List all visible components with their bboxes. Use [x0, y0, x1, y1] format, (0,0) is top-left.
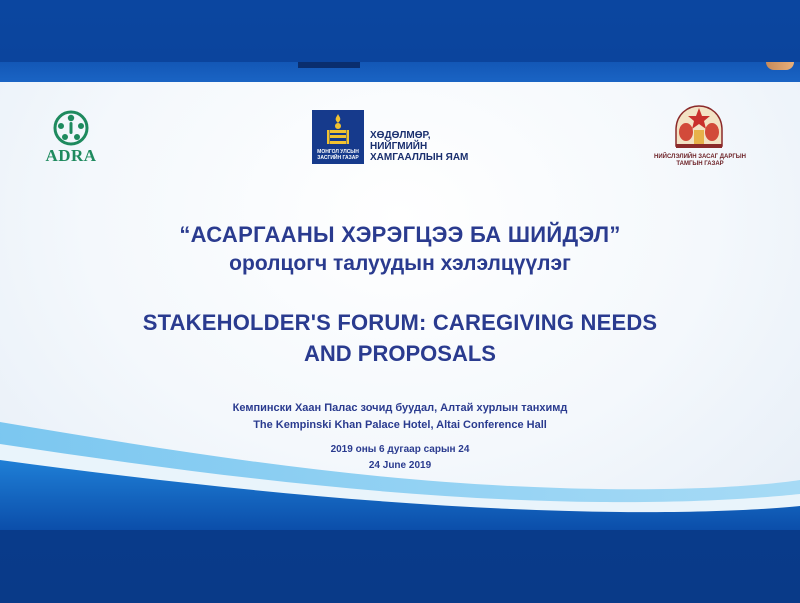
- top-strip: [0, 62, 800, 82]
- date-english: 24 June 2019: [368, 460, 432, 471]
- mongolia-soyombo-emblem-icon: [312, 110, 364, 164]
- ministry-logo: [312, 110, 492, 164]
- date-mongolian: 2019 оны 6 дугаар сарын 24: [330, 444, 470, 455]
- forum-banner: [0, 82, 800, 530]
- emblem-caption: МОНГОЛ УЛСЫН ЗАСГИЙН ГАЗАР: [317, 149, 359, 161]
- venue-mongolian: Кемпински Хаан Палас зочид буудал, Алтай хурлын танхимд: [232, 402, 568, 414]
- ulaanbaatar-city-seal-icon: [668, 102, 730, 152]
- venue-english: The Kempinski Khan Palace Hotel, Altai Conference Hall: [253, 419, 547, 431]
- city-seal-caption: НИЙСЛЭЛИЙН ЗАСАГ ДАРГЫН ТАМГЫН ГАЗАР: [654, 154, 746, 167]
- soyombo-symbol: [312, 110, 364, 150]
- title-mongolian-line-2: оролцогч талуудын хэлэлцүүлэг: [229, 252, 571, 275]
- corner-object: [766, 62, 794, 70]
- dark-notch: [298, 62, 360, 68]
- title-english-line-2: AND PROPOSALS: [304, 341, 496, 366]
- ministry-name: ХӨДӨЛМӨР, НИЙГМИЙН ХАМГААЛЛЫН ЯАМ: [370, 130, 469, 163]
- title-mongolian-line-1: “АСАРГААНЫ ХЭРЭГЦЭЭ БА ШИЙДЭЛ”: [179, 222, 621, 247]
- title-english-line-1: STAKEHOLDER'S FORUM: CAREGIVING NEEDS: [142, 310, 658, 335]
- adra-logo-text: ADRA: [45, 146, 97, 165]
